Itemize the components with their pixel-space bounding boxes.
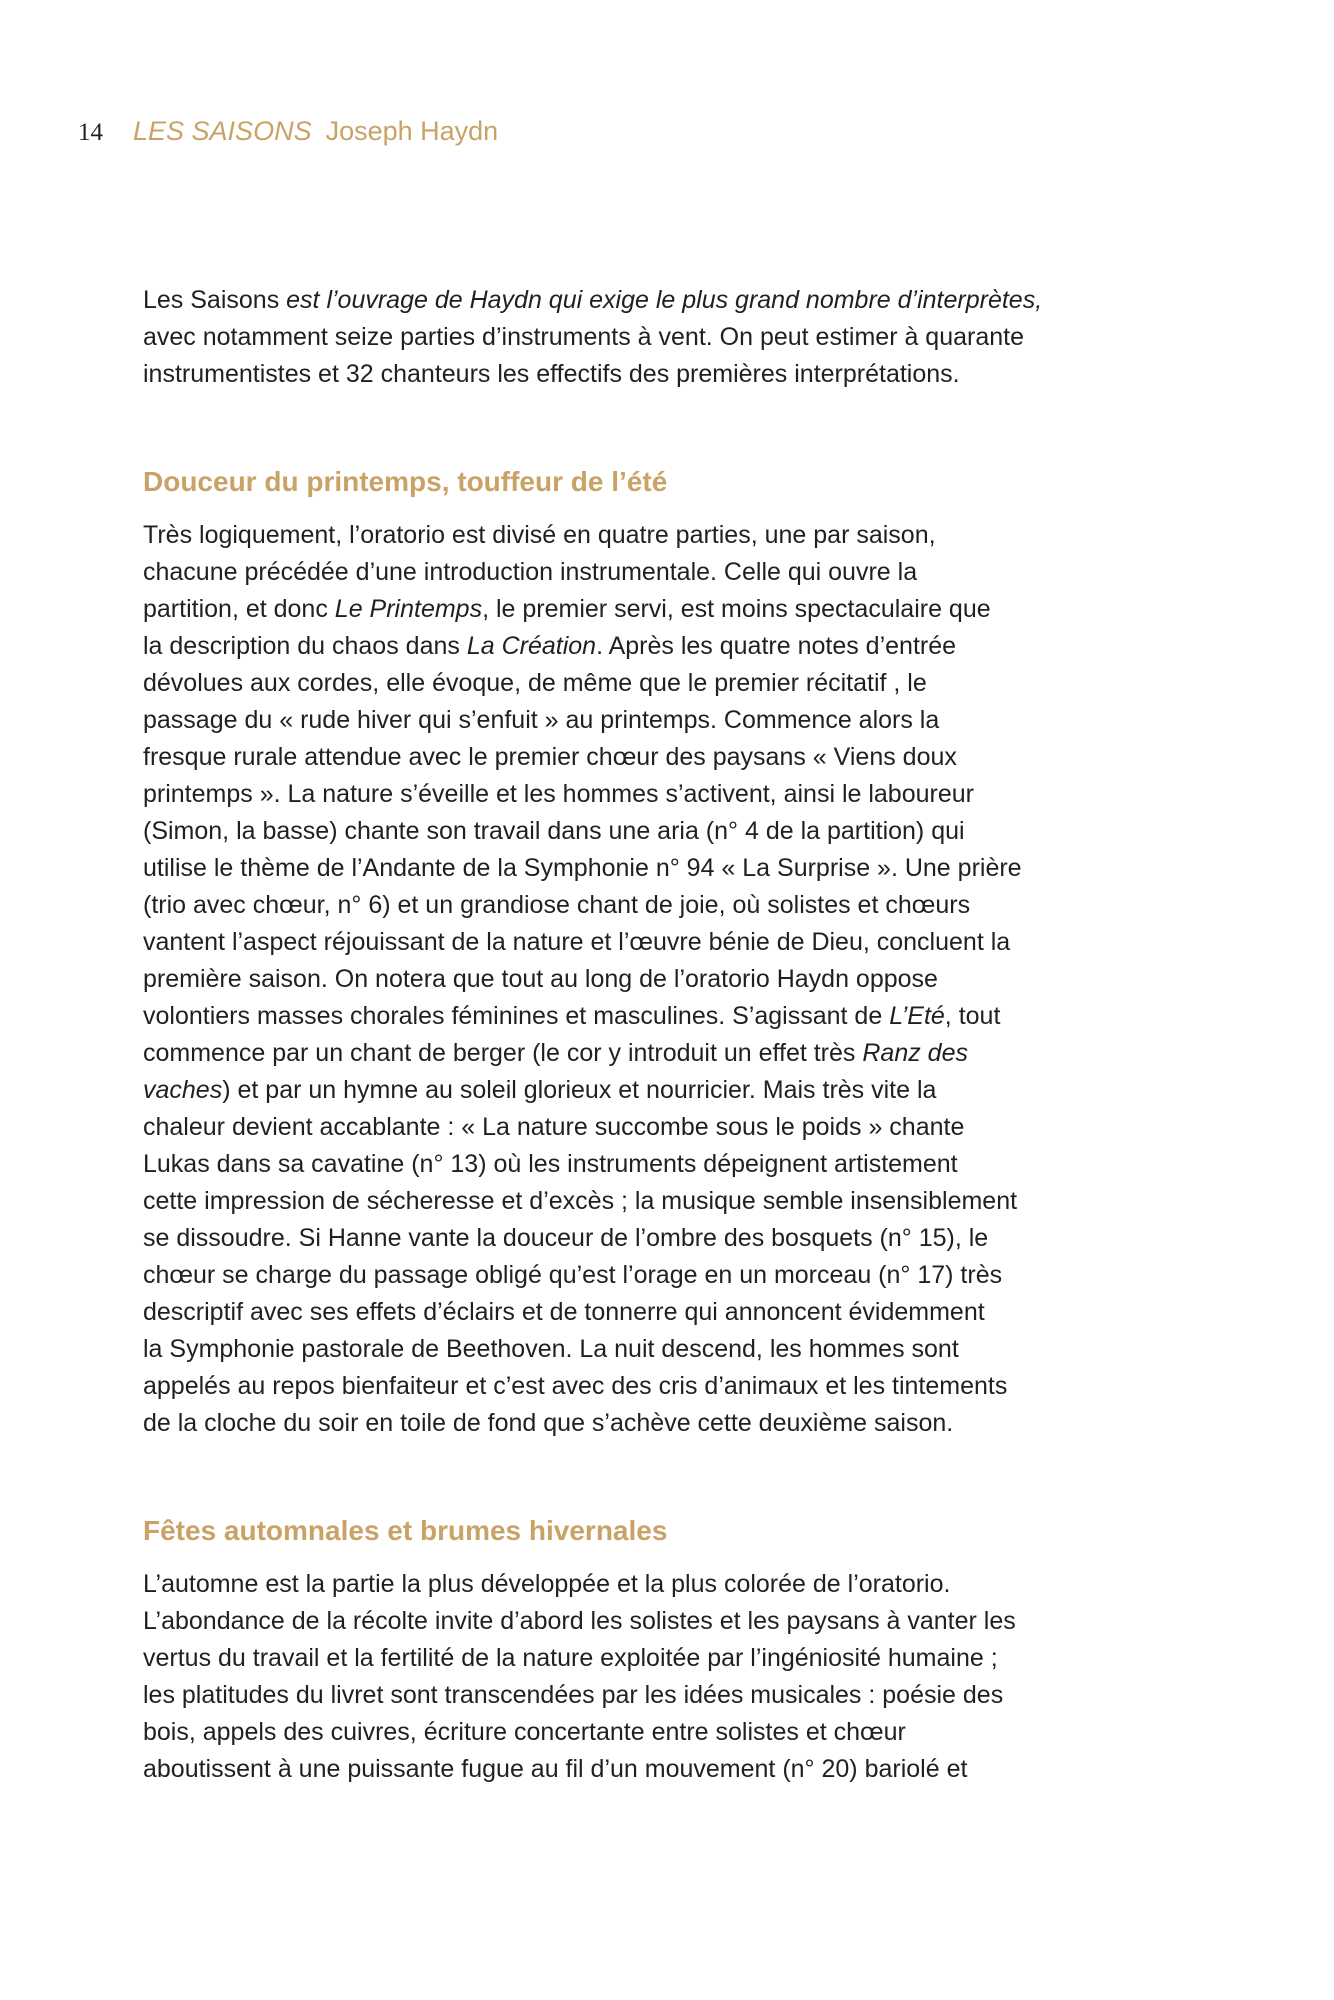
section-heading-spring-summer: Douceur du printemps, touffeur de l’été xyxy=(143,466,668,497)
text-line: vantent l’aspect réjouissant de la nature et l’œuvre bénie de Dieu, concluent la xyxy=(143,928,1011,956)
italic-segment: Ranz des xyxy=(862,1039,968,1067)
italic-segment: Le Printemps xyxy=(334,595,483,623)
text-line: Très logiquement, l’oratorio est divisé en quatre parties, une par saison, xyxy=(143,521,936,549)
text-line: de la cloche du soir en toile de fond que s’achève cette deuxième saison. xyxy=(143,1409,954,1437)
text-line: L’automne est la partie la plus développée et la plus colorée de l’oratorio. xyxy=(143,1570,951,1598)
text-segment: , le premier servi, est moins spectaculaire que xyxy=(482,595,991,623)
text-line: les platitudes du livret sont transcendées par les idées musicales : poésie des xyxy=(143,1681,1004,1709)
text-line: L’abondance de la récolte invite d’abord les solistes et les paysans à vanter les xyxy=(143,1607,1016,1635)
book-title: LES SAISONS xyxy=(133,116,312,146)
text-line: printemps ». La nature s’éveille et les hommes s’activent, ainsi le laboureur xyxy=(143,780,974,808)
text-segment: partition, et donc xyxy=(143,595,335,623)
section-heading-autumn-winter: Fêtes automnales et brumes hivernales xyxy=(143,1515,668,1546)
text-line xyxy=(143,1072,1213,1109)
text-line: utilise le thème de l’Andante de la Symphonie n° 94 « La Surprise ». Une prière xyxy=(143,854,1022,882)
text-line: première saison. On notera que tout au long de l’oratorio Haydn oppose xyxy=(143,965,938,993)
italic-segment: est l’ouvrage de Haydn qui exige le plus grand nombre d’interprètes, xyxy=(279,286,1043,314)
running-header xyxy=(78,116,498,156)
text-line: chacune précédée d’une introduction instrumentale. Celle qui ouvre la xyxy=(143,558,918,586)
intro-paragraph xyxy=(143,282,1213,393)
italic-segment: L’Eté xyxy=(889,1002,945,1030)
text-line xyxy=(143,628,1213,665)
page-number: 14 xyxy=(78,119,103,146)
text-line xyxy=(143,1035,1213,1072)
text-line: aboutissent à une puissante fugue au fil d’un mouvement (n° 20) bariolé et xyxy=(143,1755,968,1783)
text-line: la Symphonie pastorale de Beethoven. La nuit descend, les hommes sont xyxy=(143,1335,959,1363)
text-line: bois, appels des cuivres, écriture concertante entre solistes et chœur xyxy=(143,1718,906,1746)
text-segment: la description du chaos dans xyxy=(143,632,467,660)
text-segment: commence par un chant de berger (le cor y introduit un effet très xyxy=(143,1039,863,1067)
text-line: Lukas dans sa cavatine (n° 13) où les instruments dépeignent artistement xyxy=(143,1150,958,1178)
text-line xyxy=(143,282,1213,319)
spring-summer-paragraph xyxy=(143,517,1213,1442)
text-line: chœur se charge du passage obligé qu’est l’orage en un morceau (n° 17) très xyxy=(143,1261,1003,1289)
text-line: vertus du travail et la fertilité de la nature exploitée par l’ingéniosité humaine ; xyxy=(143,1644,998,1672)
text-segment: . Après les quatre notes d’entrée xyxy=(596,632,957,660)
text-line: (trio avec chœur, n° 6) et un grandiose chant de joie, où solistes et chœurs xyxy=(143,891,971,919)
text-line: instrumentistes et 32 chanteurs les effectifs des premières interprétations. xyxy=(143,360,960,388)
text-segment: ) et par un hymne au soleil glorieux et nourricier. Mais très vite la xyxy=(222,1076,937,1104)
page-content xyxy=(143,282,1213,1788)
text-segment: , tout xyxy=(944,1002,1001,1030)
text-line: avec notamment seize parties d’instruments à vent. On peut estimer à quarante xyxy=(143,323,1025,351)
text-segment: Les Saisons xyxy=(143,286,280,314)
text-line: chaleur devient accablante : « La nature succombe sous le poids » chante xyxy=(143,1113,965,1141)
text-line: se dissoudre. Si Hanne vante la douceur de l’ombre des bosquets (n° 15), le xyxy=(143,1224,989,1252)
text-line: fresque rurale attendue avec le premier chœur des paysans « Viens doux xyxy=(143,743,957,771)
text-line: appelés au repos bienfaiteur et c’est avec des cris d’animaux et les tintements xyxy=(143,1372,1008,1400)
text-segment: volontiers masses chorales féminines et masculines. S’agissant de xyxy=(143,1002,890,1030)
text-line xyxy=(143,998,1213,1035)
text-line: dévolues aux cordes, elle évoque, de même que le premier récitatif , le xyxy=(143,669,927,697)
text-line: descriptif avec ses effets d’éclairs et de tonnerre qui annoncent évidemment xyxy=(143,1298,985,1326)
autumn-winter-paragraph xyxy=(143,1566,1213,1788)
text-line: passage du « rude hiver qui s’enfuit » au printemps. Commence alors la xyxy=(143,706,940,734)
text-line: cette impression de sécheresse et d’excès ; la musique semble insensiblement xyxy=(143,1187,1018,1215)
italic-segment: La Création xyxy=(466,632,597,660)
book-author: Joseph Haydn xyxy=(325,116,499,146)
text-line: (Simon, la basse) chante son travail dans une aria (n° 4 de la partition) qui xyxy=(143,817,965,845)
text-line xyxy=(143,591,1213,628)
italic-segment: vaches xyxy=(143,1076,223,1104)
